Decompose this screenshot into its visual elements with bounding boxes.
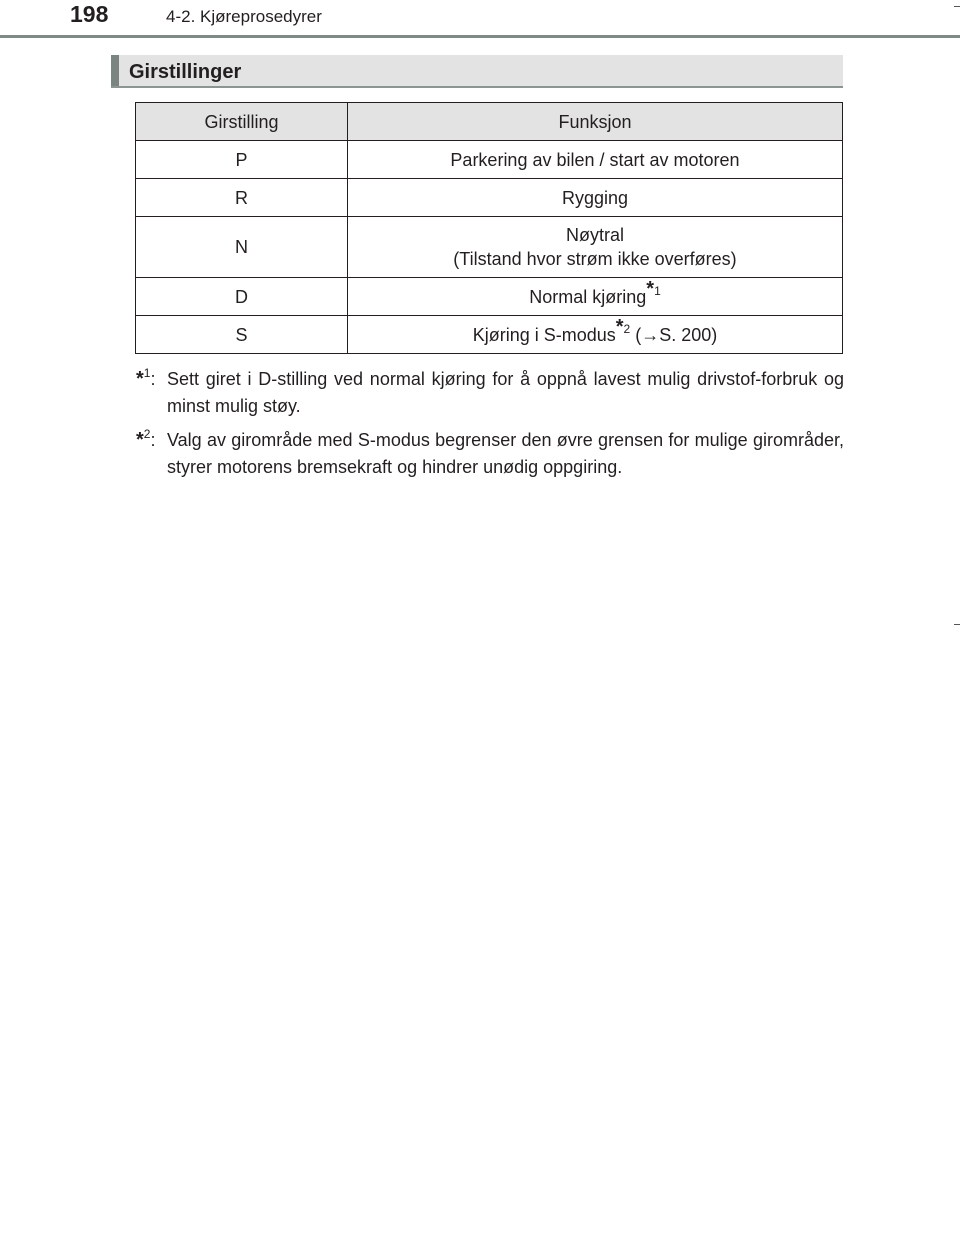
- footnote-text: Valg av girområde med S-modus begrenser den øvre grensen for mulige girområder, styrer motorens bremsekraft og hindrer unødig oppgiring.: [167, 430, 844, 477]
- footnote-number: 2: [143, 427, 151, 441]
- function-text: Normal kjøring: [529, 286, 647, 307]
- crop-mark-right: [954, 624, 960, 625]
- footnote-ref: [646, 277, 661, 300]
- footnote-number: 1: [143, 366, 151, 380]
- function-line: Nøytral: [566, 225, 624, 245]
- cross-reference: S. 200: [659, 324, 712, 345]
- table-row: [136, 141, 843, 179]
- table-row: [136, 179, 843, 217]
- footnote-text: Sett giret i D-stilling ved normal kjøring for å oppnå lavest mulig drivstof-forbruk og minst mulig støy.: [167, 369, 844, 416]
- gear-position-table: [135, 102, 843, 354]
- crop-mark-top-right: [954, 6, 960, 7]
- footnote-ref: [615, 315, 631, 338]
- asterisk: *: [615, 315, 624, 338]
- footnote-2: [136, 427, 844, 481]
- section-header: [111, 55, 843, 88]
- footnote-marker: *$^2$:: [136, 427, 156, 451]
- gear-cell: D: [136, 278, 348, 316]
- asterisk: *: [136, 429, 144, 451]
- arrow-right-icon: →: [641, 324, 660, 345]
- section-title: Girstillinger: [129, 61, 242, 83]
- asterisk: *: [136, 368, 144, 390]
- section-header-bar: [111, 55, 119, 86]
- function-line: (Tilstand hvor strøm ikke overføres): [453, 249, 737, 269]
- table-row: [136, 316, 843, 354]
- function-cell: [348, 278, 843, 316]
- header-rule: [0, 35, 960, 38]
- table-row: [136, 278, 843, 316]
- footnote-ref-number: 1: [654, 283, 661, 298]
- gear-cell: N: [136, 217, 348, 278]
- function-cell: Kjøring i S-modus$^{*2}$ (→S. 200): [348, 316, 843, 354]
- function-cell: Rygging: [348, 179, 843, 217]
- page-number: 198: [70, 1, 109, 27]
- table-header-row: [136, 103, 843, 141]
- chapter-title: 4-2. Kjøreprosedyrer: [166, 7, 322, 26]
- footnote-marker: *$^1$:: [136, 366, 156, 390]
- gear-cell: S: [136, 316, 348, 354]
- function-cell: Parkering av bilen / start av motoren: [348, 141, 843, 179]
- function-text: Kjøring i S-modus: [472, 324, 616, 345]
- asterisk: *: [646, 277, 655, 300]
- table-header-gear: Girstilling: [136, 103, 348, 141]
- table-header-function: Funksjon: [348, 103, 843, 141]
- function-cell: [348, 217, 843, 278]
- gear-cell: P: [136, 141, 348, 179]
- footnote-ref-number: 2: [623, 321, 631, 336]
- gear-cell: R: [136, 179, 348, 217]
- table-row: [136, 217, 843, 278]
- footnote-1: [136, 366, 844, 420]
